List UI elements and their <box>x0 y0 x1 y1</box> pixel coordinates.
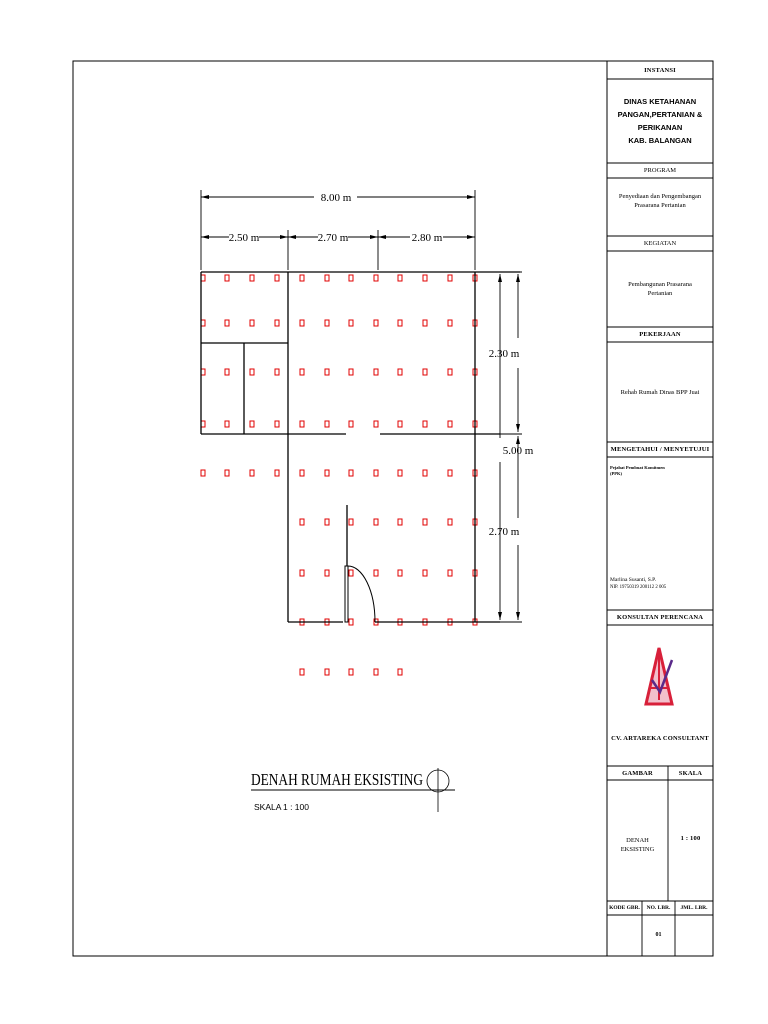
kegiatan-line: Pertanian <box>647 290 673 297</box>
marker <box>275 421 279 427</box>
dim-depth-lower: 2.70 m <box>488 526 520 538</box>
marker <box>374 369 378 375</box>
plan-scale-value: 1 : 100 <box>283 802 309 812</box>
mengetahui-role-line: Pejabat Pembuat Komitmen <box>610 465 665 470</box>
marker <box>349 519 353 525</box>
konsultan-header: KONSULTAN PERENCANA <box>616 614 704 621</box>
marker <box>275 369 279 375</box>
kegiatan-content <box>607 274 713 304</box>
marker <box>300 320 304 326</box>
marker <box>448 320 452 326</box>
marker <box>275 275 279 281</box>
marker <box>250 470 254 476</box>
door-leaf <box>345 566 348 622</box>
marker <box>349 369 353 375</box>
plan-title: DENAH RUMAH EKSISTING <box>251 770 423 789</box>
marker <box>349 669 353 675</box>
no-lbr-value: 01 <box>655 932 662 938</box>
instansi-line: PERIKANAN <box>637 123 683 132</box>
walls <box>201 272 520 622</box>
program-content <box>607 186 713 216</box>
marker <box>374 669 378 675</box>
marker <box>325 570 329 576</box>
instansi-line: DINAS KETAHANAN <box>623 97 697 106</box>
marker <box>275 320 279 326</box>
marker <box>325 320 329 326</box>
marker <box>374 421 378 427</box>
plan-title-block <box>251 768 455 812</box>
mengetahui-role-line: (PPK) <box>610 471 622 476</box>
gambar-header: GAMBAR <box>622 769 653 777</box>
marker <box>374 320 378 326</box>
marker <box>398 519 402 525</box>
marker <box>349 619 353 625</box>
marker <box>448 519 452 525</box>
kegiatan-line: Pembangunan Prasarana <box>628 281 692 288</box>
marker <box>423 570 427 576</box>
marker <box>349 320 353 326</box>
pekerjaan-header: PEKERJAAN <box>639 331 681 338</box>
marker <box>300 421 304 427</box>
marker <box>374 519 378 525</box>
marker <box>300 570 304 576</box>
plan-scale-label: SKALA <box>254 802 282 812</box>
marker <box>325 470 329 476</box>
marker <box>325 275 329 281</box>
marker <box>423 369 427 375</box>
marker <box>325 369 329 375</box>
marker <box>374 275 378 281</box>
marker <box>398 320 402 326</box>
marker <box>225 421 229 427</box>
dimension-lines <box>201 190 522 622</box>
dim-segment-1: 2.50 m <box>228 232 260 244</box>
marker <box>448 369 452 375</box>
mengetahui-name: Marlina Susanti, S.P. <box>610 577 656 583</box>
marker <box>300 519 304 525</box>
marker <box>423 519 427 525</box>
marker <box>300 669 304 675</box>
program-line: Penyediaan dan Pengembangan <box>618 193 702 200</box>
marker <box>275 470 279 476</box>
gambar-line: DENAH <box>626 837 649 844</box>
marker <box>349 275 353 281</box>
kode-gbr-header: KODE GBR. <box>609 905 640 911</box>
marker-grid <box>201 275 477 675</box>
marker <box>325 421 329 427</box>
marker <box>374 470 378 476</box>
marker <box>448 275 452 281</box>
marker <box>423 470 427 476</box>
gambar-line: EKSISTING <box>620 846 655 853</box>
skala-value: 1 : 100 <box>680 834 701 842</box>
marker <box>398 275 402 281</box>
marker <box>398 470 402 476</box>
marker <box>448 570 452 576</box>
marker <box>225 470 229 476</box>
marker <box>250 369 254 375</box>
marker <box>398 369 402 375</box>
mengetahui-signatory <box>610 577 710 591</box>
marker <box>225 369 229 375</box>
marker <box>398 570 402 576</box>
mengetahui-nip: NIP. 19750319 200112 2 005 <box>610 585 667 590</box>
pekerjaan-text: Rehab Rumah Dinas BPP Juai <box>620 388 700 396</box>
marker <box>398 669 402 675</box>
mengetahui-role <box>610 465 710 477</box>
instansi-line: PANGAN,PERTANIAN & <box>617 110 703 119</box>
dim-total-depth: 5.00 m <box>502 445 534 457</box>
marker <box>325 519 329 525</box>
marker <box>225 320 229 326</box>
marker <box>250 421 254 427</box>
jml-lbr-header: JML. LBR. <box>680 905 708 911</box>
marker <box>349 470 353 476</box>
marker <box>423 275 427 281</box>
marker <box>423 320 427 326</box>
marker <box>201 470 205 476</box>
dim-depth-upper: 2.30 m <box>488 348 520 360</box>
dim-segment-2: 2.70 m <box>317 232 349 244</box>
dim-segment-3: 2.80 m <box>411 232 443 244</box>
marker <box>349 421 353 427</box>
marker <box>423 421 427 427</box>
konsultan-name: CV. ARTAREKA CONSULTANT <box>611 734 709 742</box>
marker <box>250 320 254 326</box>
marker <box>349 570 353 576</box>
program-header: PROGRAM <box>643 167 677 174</box>
kegiatan-header: KEGIATAN <box>643 240 677 247</box>
instansi-line: KAB. BALANGAN <box>628 136 692 145</box>
marker <box>448 421 452 427</box>
marker <box>250 275 254 281</box>
program-line: Prasarana Pertanian <box>634 202 686 209</box>
marker <box>398 421 402 427</box>
dim-total-width: 8.00 m <box>320 192 352 204</box>
marker <box>374 570 378 576</box>
door-swing-arc <box>348 566 375 622</box>
instansi-content <box>607 79 713 163</box>
marker <box>325 669 329 675</box>
instansi-header: INSTANSI <box>644 66 676 74</box>
consultant-logo-icon <box>646 648 672 704</box>
marker <box>448 470 452 476</box>
no-lbr-header: NO. LBR. <box>646 905 671 911</box>
marker <box>225 275 229 281</box>
dimension-arrows <box>201 195 520 620</box>
gambar-content <box>607 830 668 860</box>
marker <box>300 470 304 476</box>
marker <box>300 369 304 375</box>
marker <box>300 275 304 281</box>
skala-header: SKALA <box>678 769 703 777</box>
mengetahui-header: MENGETAHUI / MENYETUJUI <box>610 446 710 453</box>
